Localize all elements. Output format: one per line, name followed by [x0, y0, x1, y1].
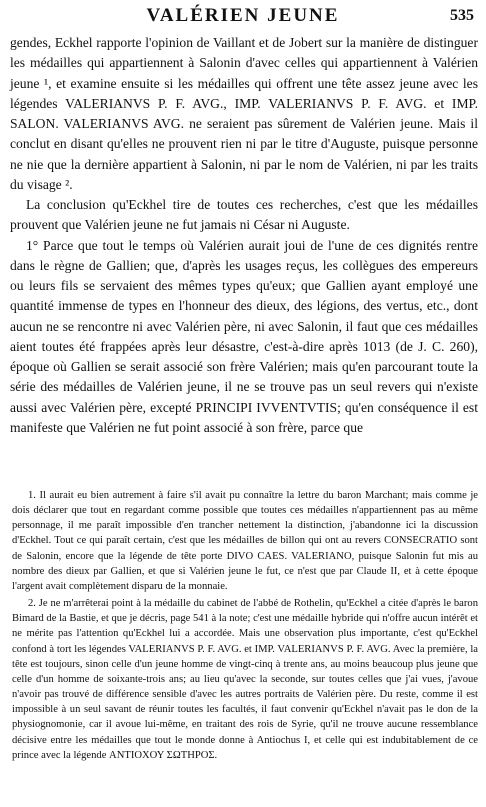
body-paragraph: 1° Parce que tout le temps où Valérien aurait joui de l'une de ces dignités rentre dans le règne de Gallien; que, d'après les usages reçus, les collègues des empereurs ou leurs fils se servaient des mêmes types qu'eux; que Gallien ayant employé une quantité immense de types en l'honneur des dieux, des légions, des vertus, etc., dont aucun ne se rencontre ni avec Valérien père, ni avec Salonin, il faut que ces médailles aient toutes été frappées après leur désastre, c'est-à-dire après 1013 (de J. C. 260), époque où Gallien se serait associé son frère Valérien; mais qu'en parcourant toute la série des médailles de Valérien jeune, il ne se trouve pas un seul revers qui n'existe aussi avec Valérien père, excepté PRINCIPI IVVENTVTIS; qu'en conséquence il est manifeste que Valérien ne fut point associé à son frère, parce que [10, 237, 478, 435]
body-paragraph: gendes, Eckhel rapporte l'opinion de Vaillant et de Jobert sur la manière de distinguer les médailles qui appartiennent à Salonin d'avec celles qui appartiennent à Valérien jeune ¹, et examine ensuite si les médailles qui offrent une tête assez jeune avec les légendes VALERIANVS P. F. AVG., IMP. VALERIANVS P. F. AVG. et IMP. SALON. VALERIANVS AVG. ne seraient pas sûrement de Valérien jeune. Mais il conclut en disant qu'elles ne prouvent rien ni par le titre d'Auguste, puisque personne ne nie que la dernière appartient à Salonin, ni par le nom de Valérien, ni par les traits du visage ². [10, 35, 478, 192]
page-header [12, 4, 474, 30]
running-title: VALÉRIEN JEUNE [146, 5, 340, 26]
footnote: 2. Je ne m'arrêterai point à la médaille du cabinet de l'abbé de Rothelin, qu'Eckhel a citée d'après le baron Bimard de la Bastie, et que je décris, page 541 à la note; c'est une médaille hybride qui n'offre aucun intérêt et ne mérite pas l'attention qu'Eckhel lui a accordée. Mais une observation plus importante, c'est qu'Eckhel confond à tort les légendes VALERIANVS P. F. AVG. et IMP. VALERIANVS P. F. AVG. Avec la première, la tête est toujours, sinon celle d'un jeune homme de vingt-cinq à trente ans, au moins beaucoup plus jeune que celle d'un homme de soixante-trois ans; au lieu qu'avec la seconde, sur toutes celles que j'ai vues, j'avoue n'avoir pas trouvé de différence sensible d'avec les autres portraits de Valérien père. Du reste, comme il est impossible à un seul savant de réunir toutes les facultés, il faut convenir qu'Eckhel n'avait pas le don de la physiognomonie, car il avoue lui-même, en traitant des rois de Syrie, qu'il ne trouve aucune ressemblance décisive entre les médailles que tout le monde donne à Antiochus I, et celle qui est indubitablement de ce prince avec la légende ΑΝΤΙΟΧΟΥ ΣΩΤΗΡΟΣ. [12, 598, 478, 761]
page-number: 535 [450, 7, 474, 24]
main-text [10, 33, 478, 438]
body-paragraph: La conclusion qu'Eckhel tire de toutes ces recherches, c'est que les médailles prouvent que Valérien jeune ne fut jamais ni César ni Auguste. [10, 197, 478, 233]
footnote: 1. Il aurait eu bien autrement à faire s'il avait pu connaître la lettre du baron Marchant; mais comme je dois déclarer que tout en regardant comme possible que toutes ces médailles n'appartiennent pas au même personnage, il me paraît impossible d'en trancher nettement la distinction, j'abandonne ici la discussion d'Eckhel. Tout ce qui paraît certain, c'est que les médailles de billon qui ont au revers CONSECRATIO sont de Salonin, encore que la légende de tête porte DIVO CAES. VALERIANO, puisque Salonin fut mis au nombre des dieux par Gallien, et que si Valérien jeune le fut, ce n'est que par Claude II, et à cette époque l'argent avait complètement disparu de la monnaie. [12, 490, 478, 592]
footnotes [12, 488, 478, 763]
